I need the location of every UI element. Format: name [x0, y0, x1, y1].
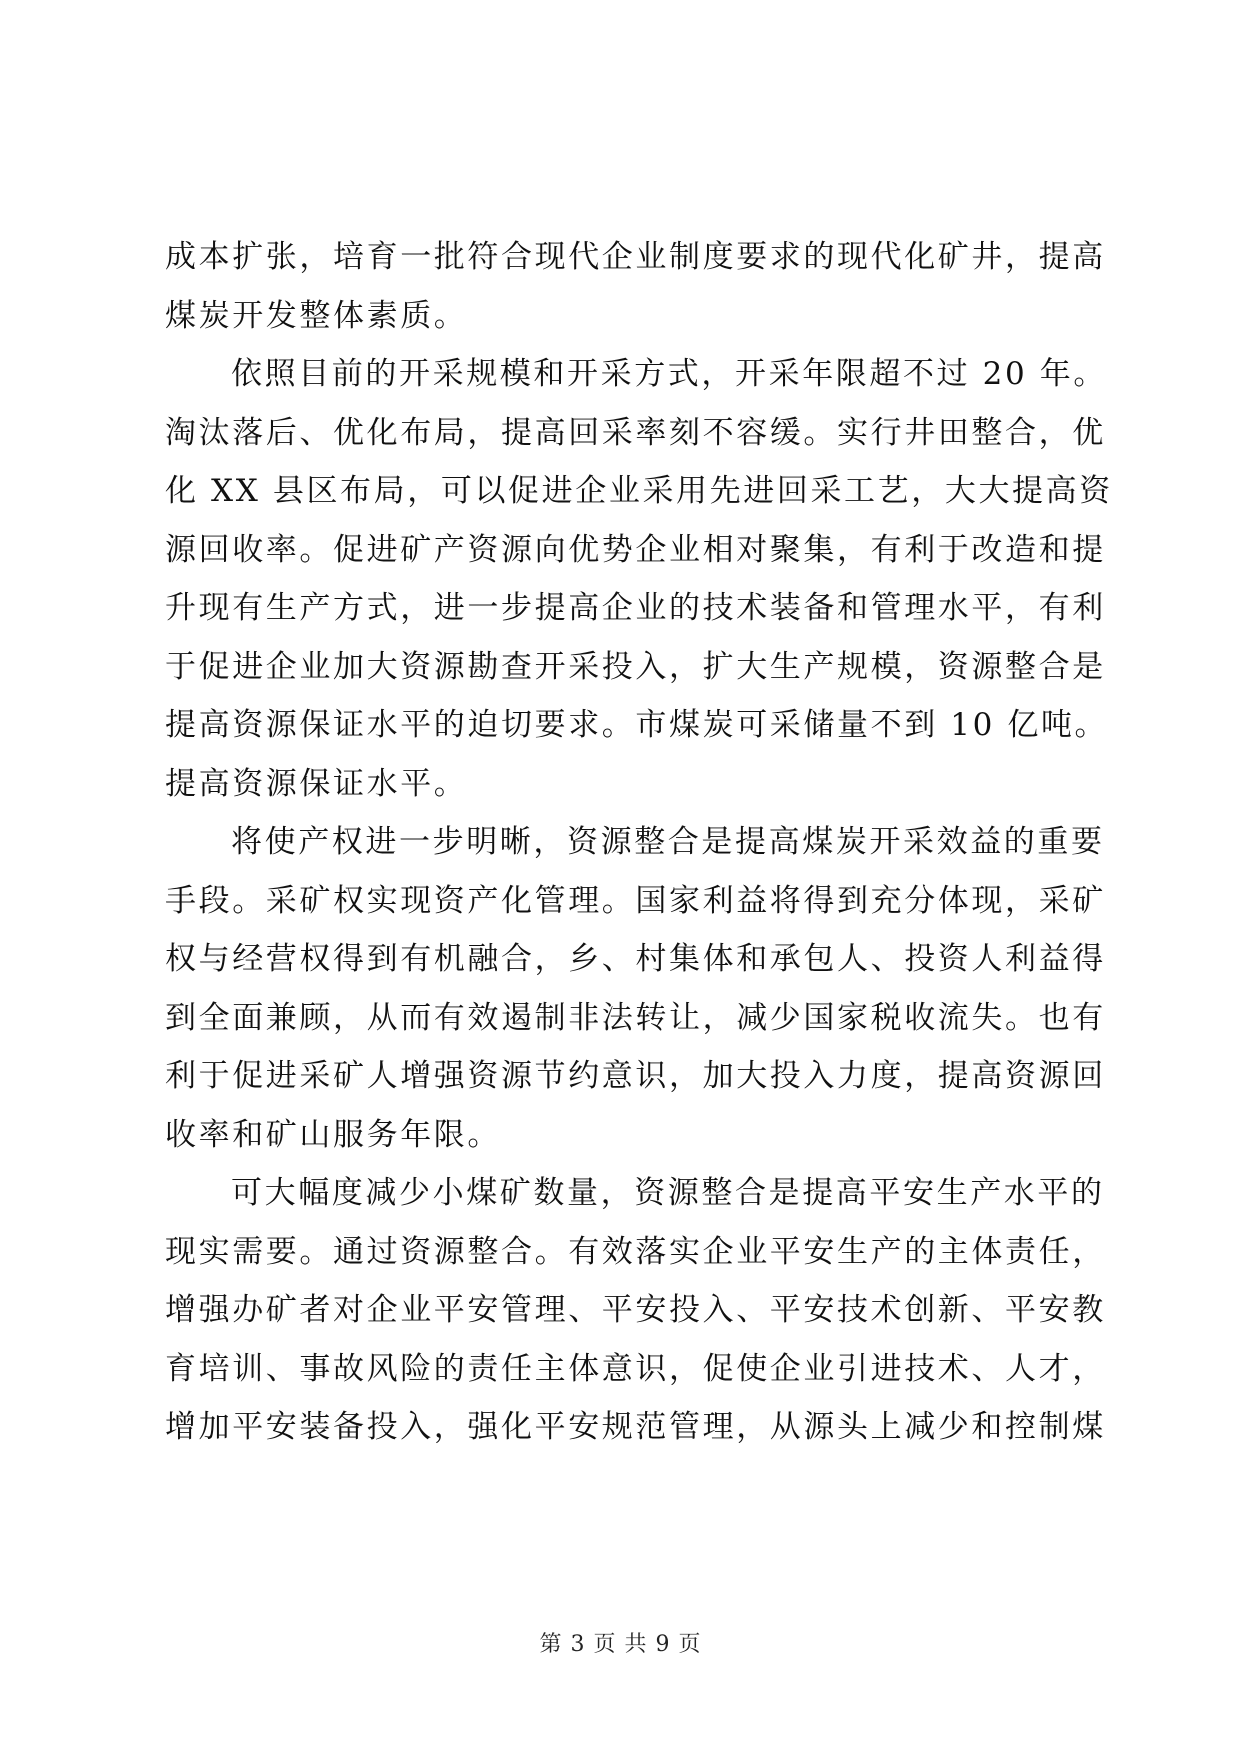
body-line: 成本扩张，培育一批符合现代企业制度要求的现代化矿井，提高	[165, 239, 1106, 275]
body-line: 淘汰落后、优化布局，提高回采率刻不容缓。实行井田整合，优	[165, 414, 1106, 451]
body-line: 育培训、事故风险的责任主体意识，促使企业引进技术、人才，	[165, 1350, 1106, 1387]
body-line: 到全面兼顾，从而有效遏制非法转让，减少国家税收流失。也有	[165, 999, 1106, 1036]
document-body	[165, 228, 1113, 1457]
body-line: 收率和矿山服务年限。	[165, 1116, 501, 1153]
body-line: 将使产权进一步明晰，资源整合是提高煤炭开采效益的重要	[231, 824, 1105, 860]
body-line: 权与经营权得到有机融合，乡、村集体和承包人、投资人利益得	[165, 941, 1106, 977]
body-line: 提高资源保证水平的迫切要求。市煤炭可采储量不到 10 亿吨。	[165, 707, 1109, 743]
page-number-footer: 第 3 页 共 9 页	[539, 1632, 702, 1657]
body-line: 煤炭开发整体素质。	[165, 297, 468, 334]
body-line: 利于促进采矿人增强资源节约意识，加大投入力度，提高资源回	[165, 1058, 1106, 1094]
body-line: 于促进企业加大资源勘查开采投入，扩大生产规模，资源整合是	[165, 648, 1106, 685]
body-line: 手段。采矿权实现资产化管理。国家利益将得到充分体现，采矿	[165, 882, 1106, 919]
body-line: 提高资源保证水平。	[165, 765, 468, 802]
body-line: 化 XX 县区布局，可以促进企业采用先进回采工艺，大大提高资	[165, 473, 1113, 509]
body-line: 增强办矿者对企业平安管理、平安投入、平安技术创新、平安教	[165, 1292, 1106, 1328]
body-line: 可大幅度减少小煤矿数量，资源整合是提高平安生产水平的	[231, 1175, 1105, 1211]
body-line: 依照目前的开采规模和开采方式，开采年限超不过 20 年。	[231, 356, 1107, 392]
body-line: 现实需要。通过资源整合。有效落实企业平安生产的主体责任，	[165, 1233, 1106, 1270]
body-line: 增加平安装备投入，强化平安规范管理，从源头上减少和控制煤	[165, 1409, 1106, 1445]
body-line: 源回收率。促进矿产资源向优势企业相对聚集，有利于改造和提	[165, 531, 1106, 568]
body-line: 升现有生产方式，进一步提高企业的技术装备和管理水平，有利	[165, 590, 1106, 626]
